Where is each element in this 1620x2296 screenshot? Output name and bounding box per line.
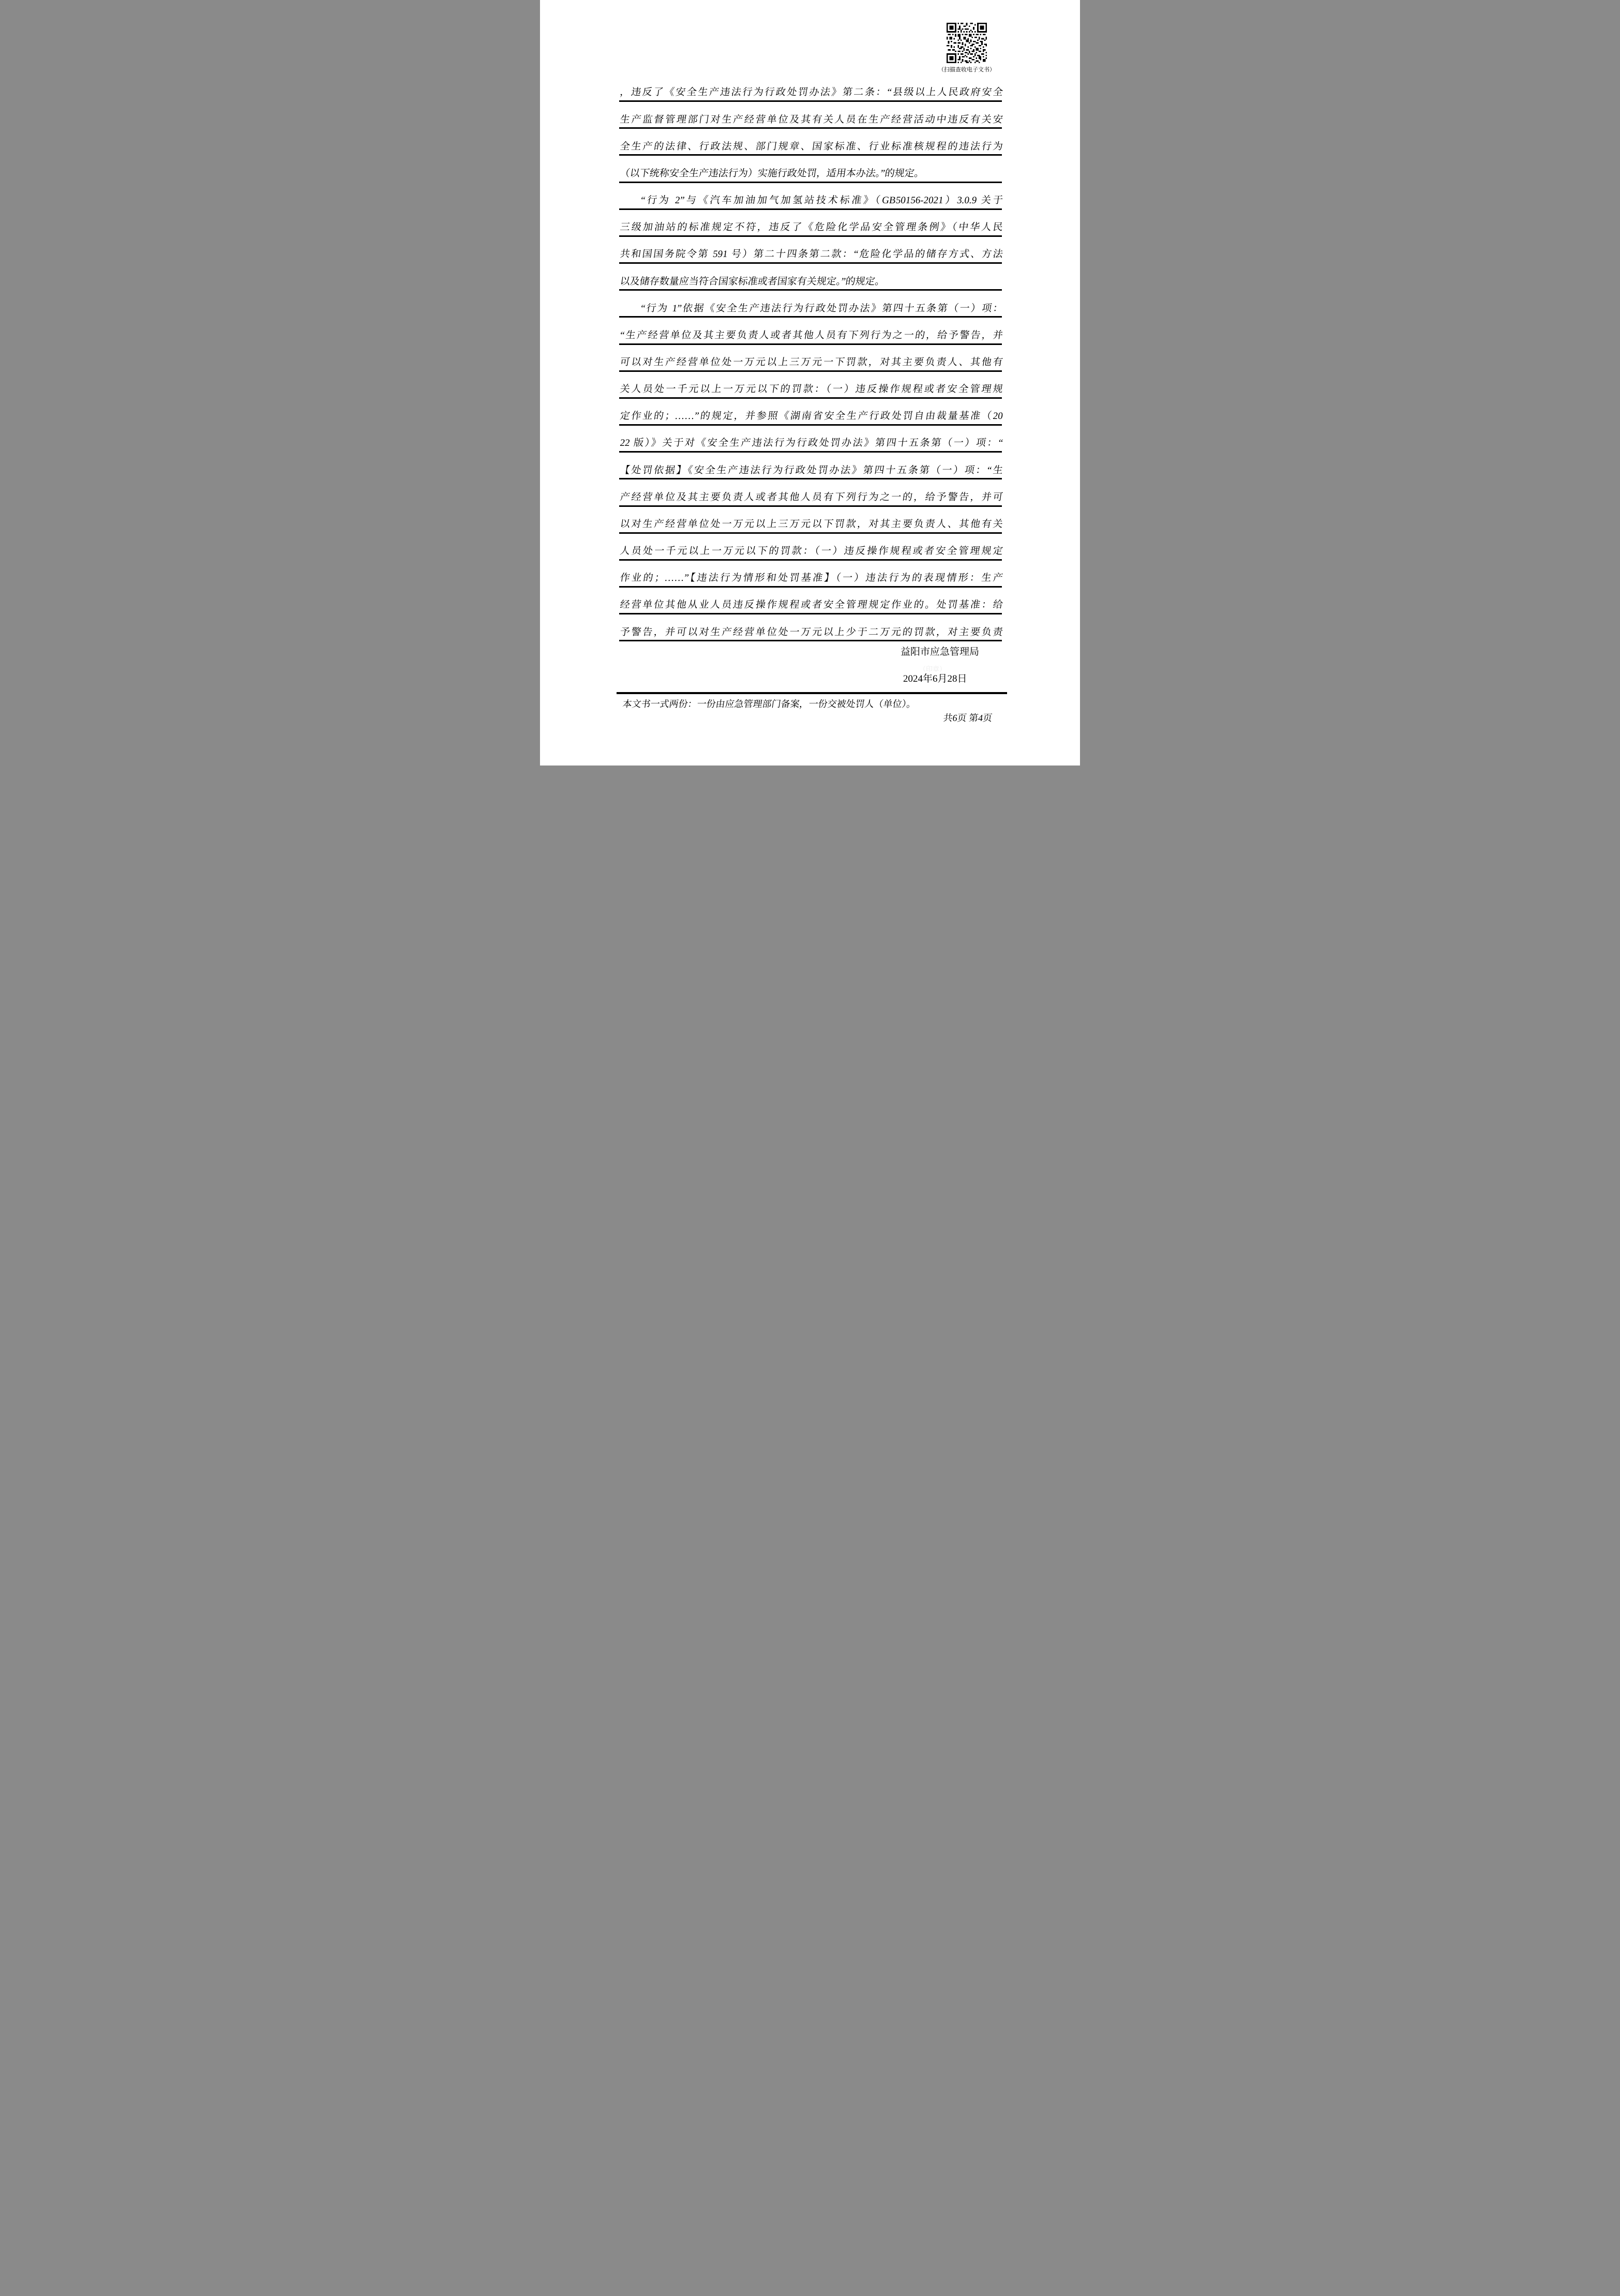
- body-line: “行为 1”依据《安全生产违法行为行政处罚办法》第四十五条第（一）项：: [619, 291, 1002, 318]
- body-line: 产经营单位及其主要负责人或者其他人员有下列行为之一的，给予警告，并可: [619, 479, 1002, 506]
- issuing-agency: 益阳市应急管理局: [901, 647, 980, 657]
- body-line: 作业的；……”【违法行为情形和处罚基准】（一）违法行为的表现情形：生产: [619, 561, 1002, 588]
- body-line: 22 版）》关于对《安全生产违法行为行政处罚办法》第四十五条第（一）项：“: [619, 426, 1002, 453]
- qr-code-icon: [946, 23, 987, 63]
- body-line: ，违反了《安全生产违法行为行政处罚办法》第二条：“县级以上人民政府安全: [619, 75, 1002, 102]
- body-line: 关人员处一千元以上一万元以下的罚款：（一）违反操作规程或者安全管理规: [619, 372, 1002, 399]
- body-line: 以及储存数量应当符合国家标准或者国家有关规定。”的规定。: [619, 264, 1002, 291]
- body-line: 定作业的；……”的规定，并参照《湖南省安全生产行政处罚自由裁量基准（20: [619, 399, 1002, 426]
- body-line: “生产经营单位及其主要负责人或者其他人员有下列行为之一的，给予警告，并: [619, 318, 1002, 344]
- qr-caption: （扫描查收电子文书）: [938, 67, 995, 73]
- body-line: 以对生产经营单位处一万元以上三万元以下罚款，对其主要负责人、其他有关: [619, 507, 1002, 534]
- body-line: 【处罚依据】《安全生产违法行为行政处罚办法》第四十五条第（一）项：“生: [619, 453, 1002, 479]
- body-line: 全生产的法律、行政法规、部门规章、国家标准、行业标准核规程的违法行为: [619, 129, 1002, 156]
- document-page: [540, 0, 1080, 766]
- body-line: 生产监督管理部门对生产经营单位及其有关人员在生产经营活动中违反有关安: [619, 102, 1002, 129]
- body-line: 三级加油站的标准规定不符，违反了《危险化学品安全管理条例》（中华人民: [619, 210, 1002, 237]
- page-indicator: 共6页 第4页: [942, 713, 993, 723]
- body-line: 经营单位其他从业人员违反操作规程或者安全管理规定作业的。处罚基准：给: [619, 588, 1002, 614]
- qr-block: [933, 23, 1000, 73]
- body-line: “行为 2”与《汽车加油加气加氢站技术标准》（GB50156-2021）3.0.9 关于: [619, 183, 1002, 210]
- body-line: （以下统称安全生产违法行为）实施行政处罚，适用本办法。”的规定。: [619, 156, 1002, 183]
- body-line: 可以对生产经营单位处一万元以上三万元一下罚款，对其主要负责人、其他有: [619, 345, 1002, 372]
- body-line: 共和国国务院令第 591 号）第二十四条第二款：“危险化学品的储存方式、方法: [619, 237, 1002, 264]
- body-text: [619, 75, 1002, 641]
- footer-divider: [617, 692, 1007, 694]
- seal-placeholder: （印章）: [919, 665, 947, 673]
- body-line: 予警告，并可以对生产经营单位处一万元以上少于二万元的罚款，对主要负责: [619, 614, 1002, 641]
- issue-date: 2024年6月28日: [903, 673, 967, 684]
- body-line: 人员处一千元以上一万元以下的罚款：（一）违反操作规程或者安全管理规定: [619, 534, 1002, 561]
- footer-note: 本文书一式两份：一份由应急管理部门备案，一份交被处罚人（单位）。: [622, 699, 917, 709]
